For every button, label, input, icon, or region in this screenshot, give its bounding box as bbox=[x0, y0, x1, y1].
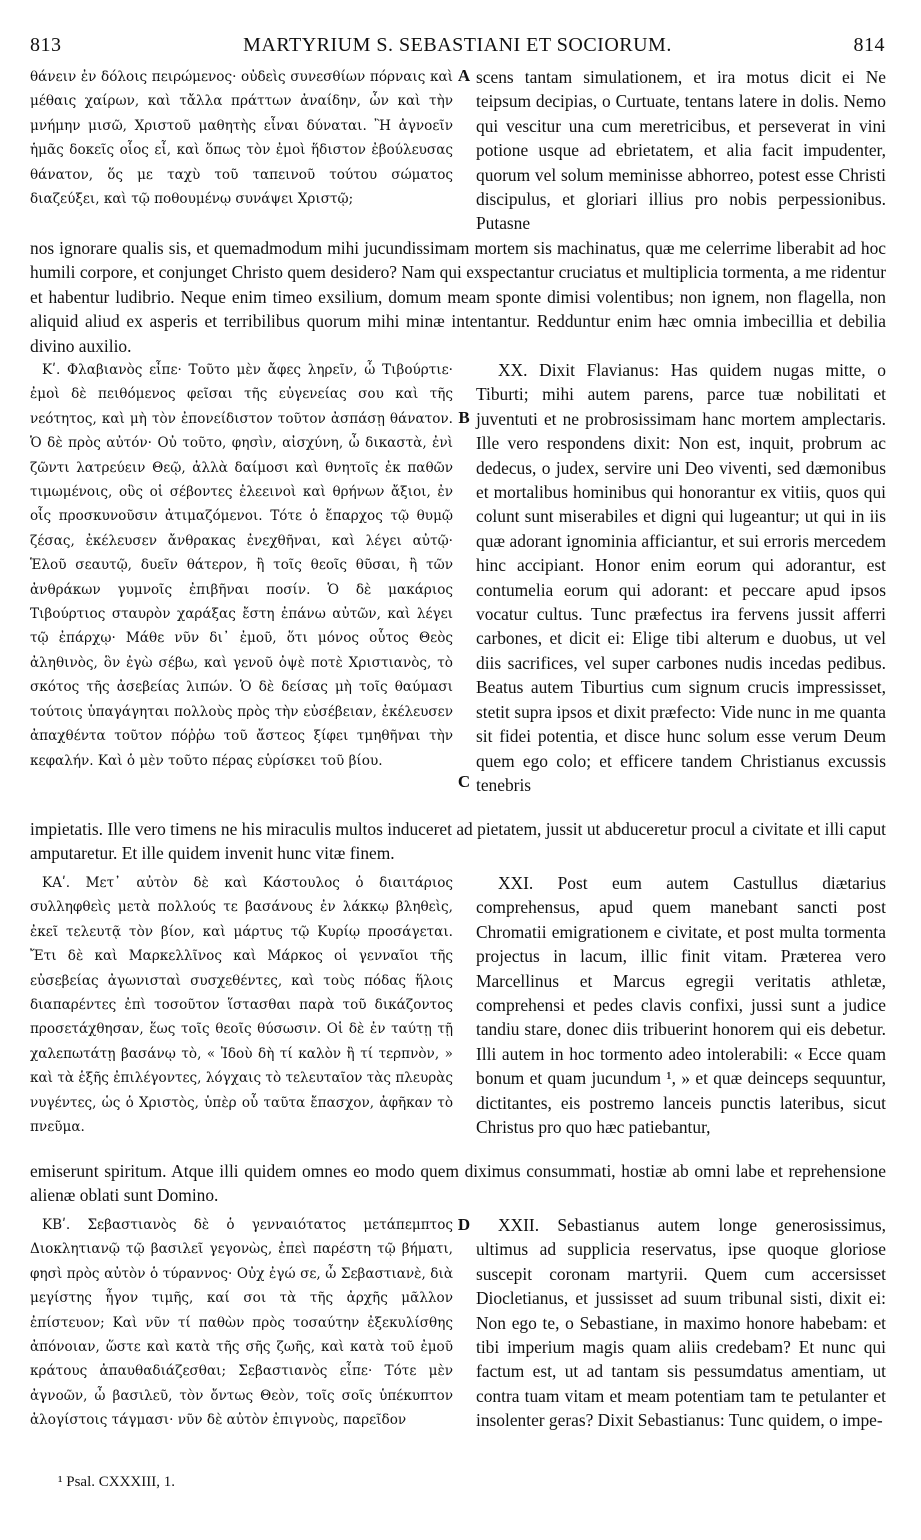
footnote: ¹ Psal. CXXXIII, 1. bbox=[58, 1474, 175, 1490]
greek-column-paragraph: Κʹ. Φλαβιανὸς εἶπε· Τοῦτο μὲν ἄφες ληρεῖν, ὦ Τιβούρτιε· ἐμοὶ δὲ πειθόμενος φεῖσαι τῆς εὐγενείας σου καὶ τῆς νεότητος, καὶ μὴ τὸν ἐπονείδιστον τοῦτον ἀσπάσῃ θάνατον. Ὁ δὲ πρὸς αὐτόν· Οὐ τοῦτο, φησὶν, αἰσχύνη, ὦ δικαστὰ, ἐνὶ ζῶντι λατρεύειν Θεῷ, ἀλλὰ δαίμοσι καὶ θνητοῖς ἐκ παθῶν τιμωμένοις, οὓς οἱ σέβοντες ἐλεεινοὶ καὶ θρήνων ἄξιοι, ἐν οἷς προσκυνοῦσιν ἀτιμαζόμενοι. Τότε ὁ ἔπαρχος τῷ θυμῷ ζέσας, ἐκέλευσεν ἄνθρακας ἐνεχθῆναι, καὶ λέγει αὐτῷ· Ἑλοῦ σεαυτῷ, δυεῖν θάτερον, ἢ τοῖς θεοῖς θῦσαι, ἢ τῶν ἀνθράκων γυμνοῖς ἐπιβῆναι ποσίν. Ὁ δὲ μακάριος Τιβούρτιος σταυρὸν χαράξας ἔστη ἐπάνω αὐτῶν, καὶ λέγει τῷ ἐπάρχῳ· Μάθε νῦν δι᾽ ἐμοῦ, ὅτι μόνος οὗτος Θεὸς ἀληθινὸς, ὃν ἐγὼ σέβω, καὶ γενοῦ ὀψὲ ποτὲ Χριστιανὸς, τὸ σκότος τῆς ἀσεβείας λιπών. Ὁ δὲ δείσας μὴ τοῖς θαύμασι τούτοις ὑπαγάγηται πολλοὺς πρὸς τὴν εὐσέβειαν, ἐκέλευσεν ἀπαχθέντα τοῦτον πόῤῥω τοῦ ἄστεος ξίφει τμηθῆναι τὴν κεφαλήν. Καὶ ὁ μὲν τοῦτο πέρας εὑρίσκει τοῦ βίου. bbox=[30, 362, 453, 769]
greek-column-paragraph: ΚΒʹ. Σεβαστιανὸς δὲ ὁ γενναιότατος μετάπεμπτος Διοκλητιανῷ τῷ βασιλεῖ γεγονὼς, ἐπεὶ παρέστη τῷ βήματι, φησὶ πρὸς αὐτὸν ὁ τύραννος· Οὐχ ἐγώ σε, ὦ Σεβαστιανὲ, διὰ μεγίστης ἦγον τιμῆς, καί σοι τὰ τῆς ἀρχῆς μᾶλλον ἐπίστευον; Καὶ νῦν τί παθὼν πρὸς τοσαύτην ἐξεκυλίσθης ἀπόνοιαν, ὥστε καὶ κατὰ τῆς σῆς ζωῆς, καὶ κατὰ τοῦ ἐμοῦ κράτους ἀπαυθαδιάζεσθαι; Σεβαστιανὸς εἶπε· Τότε μὲν ἀγνοῶν, ὦ βασιλεῦ, τὸν ὄντως Θεὸν, τοῖς σοῖς ὑπέκυπτον ἀλογίστοις τάγμασι· νῦν δὲ αὐτὸν ἐπιγνοὺς, παρεῖδον bbox=[30, 1217, 453, 1429]
page-number-right: 814 bbox=[853, 34, 885, 56]
margin-marker-b: B bbox=[458, 408, 470, 427]
margin-marker-a: A bbox=[457, 66, 471, 85]
page-number-left: 813 bbox=[30, 34, 62, 56]
latin-column-paragraph: XX. Dixit Flavianus: Has quidem nugas mitte, o Tiburti; mihi autem parens, parce tuæ nobilitati et juventuti et ne probrosissimam hanc mortem amplectaris. Ille vero respondens dixit: Non est, inquit, probrum ac dedecus, o judex, servire uni Deo viventi, sed dæmonibus et mortalibus hominibus qui honorantur ex vitiis, quos qui colunt sunt miserabiles et digni qui lugeantur; ut qui in iis quæ adorant ignominia afficiantur, et sui erroris mercedem hinc accipiant. Honor enim eorum qui adorantur, est contumelia eorum qui adorant: et peccare apud ipsos vocatur cultus. Tunc præfectus ira fervens jussit afferri carbones, et dicit ei: Elige tibi alterum e duobus, ut vel diis sacrifices, vel super carbones nudis incedas pedibus. Beatus autem Tiburtius cum signum crucis impressisset, stetit supra ipsos et dixit præfecto: Vide nunc in me quanta sit fidei potentia, et disce hunc solum esse verum Deum quem ego colo; et efficere tandem Christianus excussis tenebris bbox=[476, 360, 886, 795]
latin-full-width-paragraph: impietatis. Ille vero timens ne his miraculis multos induceret ad pietatem, jussit ut abduceretur procul a civitate et illi caput amputaretur. Et ille quidem invenit hunc vitæ finem. bbox=[30, 819, 886, 864]
latin-full-width-paragraph: emiserunt spiritum. Atque illi quidem omnes eo modo quem diximus consummati, hostiæ ab omni labe et reprehensione alienæ oblati sunt Domino. bbox=[30, 1161, 886, 1206]
margin-marker-d: D bbox=[457, 1215, 471, 1234]
latin-column-paragraph: XXI. Post eum autem Castullus diætarius comprehensus, apud quem manebant sancti post Chromatii emigrationem e civitate, et post multa tormenta projectus in lacum, illic finit vitam. Præterea vero Marcellinus et Marcus egregii veritatis athletæ, comprehensi et pedes clavis confixi, jussi sunt a judice tandiu stare, donec diis tribuerint honorem qui eis debetur. Illi autem in hoc tormento adeo intolerabili: « Ecce quam bonum et quam jucundum ¹, » et quæ deinceps sequuntur, dictitantes, eis postremo lanceis punctis lateribus, sicut Christus pro quo hæc patiebantur, bbox=[476, 873, 886, 1138]
latin-column-paragraph: scens tantam simulationem, et ira motus dicit ei Ne teipsum decipias, o Curtuate, tentans latere in dolis. Nemo qui vescitur una cum meretricibus, et perseverat in vini potione usque ad ebrietatem, et alia facit impudenter, quorum vel solum meminisse abhorreo, potest esse Christi discipulus, et gloriari illius pro nobis perpessionibus. Putasne bbox=[476, 67, 886, 234]
page-header bbox=[30, 34, 885, 64]
greek-column-paragraph: θάνειν ἐν δόλοις πειρώμενος· οὐδεὶς συνεσθίων πόρναις καὶ μέθαις χαίρων, καὶ τἄλλα πράττων ἀναίδην, ὧν καὶ τὴν μνήμην μισῶ, Χριστοῦ μαθητὴς εἶναι δύναται. Ἢ ἀγνοεῖν ἡμᾶς δοκεῖς οἷος εἶ, καὶ ὅπως τὸν ἐμοὶ ἥδιστον ἐβούλευσας θάνατον, ὅς με ταχὺ τοῦ ταπεινοῦ τούτου σώματος διαζεύξει, καὶ τῷ ποθουμένῳ συνάψει Χριστῷ; bbox=[30, 69, 453, 208]
margin-marker-c: C bbox=[457, 772, 471, 791]
latin-column-paragraph: XXII. Sebastianus autem longe generosissimus, ultimus ad supplicia reservatus, ipse quoque gloriose suscepit coronam martyrii. Quem cum accersisset Diocletianus, et jussisset ad suum tribunal sisti, dixit ei: Non ego te, o Sebastiane, in maximo honore habebam: et tibi imperium magis quam aliis credebam? Et nunc qui factum est, ut ad tantam sis pessumdatus amentiam, ut contra tuam vitam et meam potentiam tam te petulanter et insolenter geras? Dixit Sebastianus: Tunc quidem, o impe- bbox=[476, 1215, 886, 1431]
running-title: MARTYRIUM S. SEBASTIANI ET SOCIORUM. bbox=[243, 34, 672, 56]
latin-full-width-paragraph: nos ignorare qualis sis, et quemadmodum mihi jucundissimam mortem sis machinatus, quæ me celerrime liberabit ad hoc humili corpore, et conjunget Christo quem desidero? Nam qui exspectantur cruciatus et multiplicia tormenta, a me ridentur et habentur ludibrio. Neque enim timeo exsilium, domum meam sponte dimisi volentibus; non ignem, non flagella, non aliquid aliud ex asperis et terribilibus quorum mihi minæ intentantur. Redduntur enim hæc omnia imbecillia et debilia divino auxilio. bbox=[30, 238, 886, 356]
greek-column-paragraph: ΚΑʹ. Μετ᾽ αὐτὸν δὲ καὶ Κάστουλος ὁ διαιτάριος συλληφθεὶς μετὰ πολλούς τε βασάνους ἐν λάκκῳ βληθεὶς, ἐκεῖ τελευτᾷ τὸν βίον, καὶ μάρτυς τῷ Κυρίῳ προσάγεται. Ἔτι δὲ καὶ Μαρκελλῖνος καὶ Μάρκος οἱ γενναῖοι τῆς εὐσεβείας ἀγωνισταὶ συσχεθέντες, καὶ τοὺς πόδας ἥλοις διαπαρέντες ἐπὶ τοσοῦτον ἵστασθαι παρὰ τοῦ δικάζοντος προσετάχθησαν, ἕως τοῖς θεοῖς θύσωσιν. Οἱ δὲ ἐν ταύτῃ τῇ χαλεπωτάτῃ βασάνῳ τὸ, « Ἰδοὺ δὴ τί καλὸν ἢ τί τερπνὸν, » καὶ τὰ ἑξῆς ἐπιλέγοντες, λόγχαις τὸ τελευταῖον τὰς πλευρὰς νυγέντες, ὡς ὁ Χριστὸς, ὑπὲρ οὗ ταῦτα ἔπασχον, ἀφῆκαν τὸ πνεῦμα. bbox=[30, 875, 454, 1136]
